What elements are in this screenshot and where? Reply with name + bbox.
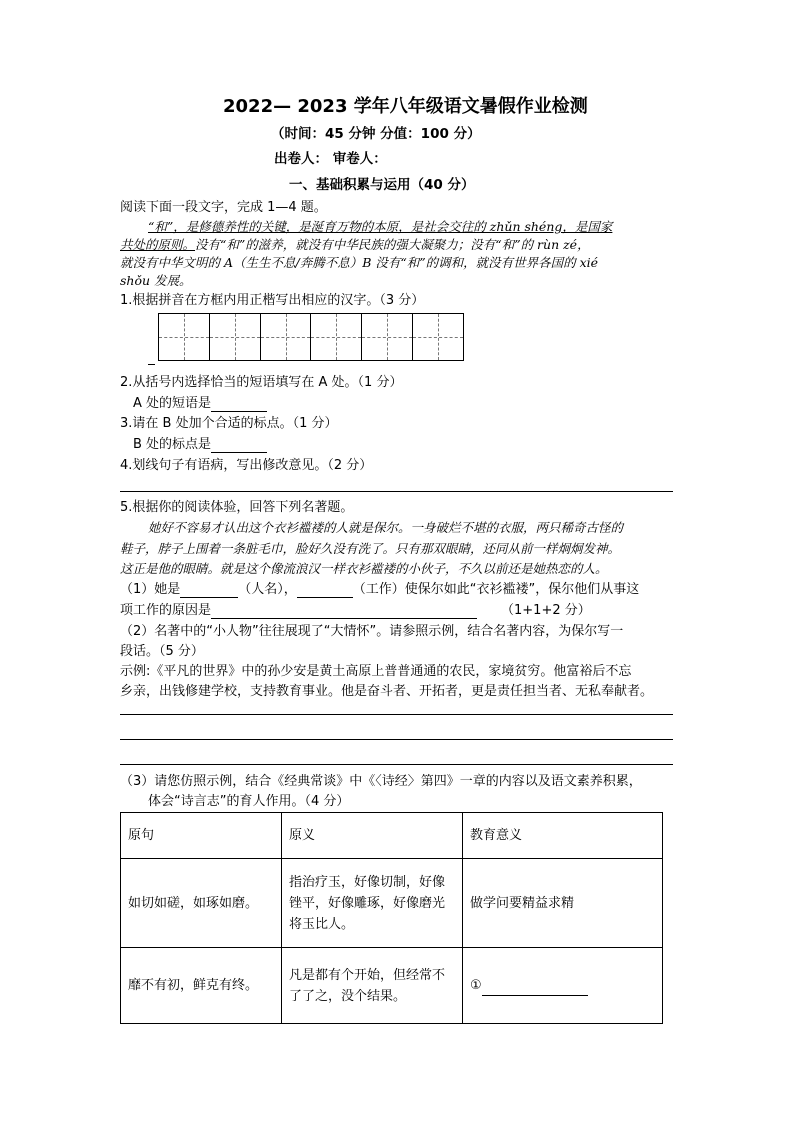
header-education: 教育意义 xyxy=(463,813,663,859)
grid-cell[interactable] xyxy=(159,314,210,360)
row1-original: 如切如磋，如琢如磨。 xyxy=(121,859,282,948)
q2-answer-blank[interactable] xyxy=(211,398,267,412)
section-heading: 一、基础积累与运用（40 分） xyxy=(289,177,475,193)
q5-2-example-2: 乡亲，出钱修建学校，支持教育事业。他是奋斗者、开拓者，更是责任担当者、无私奉献者。 xyxy=(120,684,654,699)
q5-1-part-c: （工作）使保尔如此“衣衫褴褛”，保尔他们从事这 xyxy=(352,582,640,597)
row2-education-cell xyxy=(463,948,663,1024)
q5-1-reason-blank[interactable] xyxy=(211,605,477,619)
grid-cell[interactable] xyxy=(413,314,463,360)
q5-1-part-b: （人名）， xyxy=(238,582,297,597)
authors-line: 出卷人： 审卷人： xyxy=(274,151,387,167)
q5-2-line-1: （2）名著中的“小人物”往往展现了“大情怀”。请参照示例，结合名著内容，为保尔写一 xyxy=(120,624,624,639)
poetry-table xyxy=(120,812,663,1024)
table-header-row xyxy=(121,813,663,859)
question-3: 3.请在 B 处加个合适的标点。（1 分） xyxy=(120,416,338,431)
grid-cell[interactable] xyxy=(311,314,362,360)
q4-answer-line[interactable] xyxy=(120,491,673,492)
row1-education: 做学问要精益求精 xyxy=(463,859,663,948)
q5-1-name-blank[interactable] xyxy=(180,584,238,598)
question-2: 2.从括号内选择恰当的短语填写在 A 处。（1 分） xyxy=(120,375,403,390)
table-row xyxy=(121,859,663,948)
reading-intro: 阅读下面一段文字，完成 1—4 题。 xyxy=(120,200,327,215)
header-original: 原句 xyxy=(121,813,282,859)
q5-1-part-a: （1）她是 xyxy=(120,582,181,597)
time-score-line: （时间：45 分钟 分值：100 分） xyxy=(271,126,481,142)
q5-1-score: （1+1+2 分） xyxy=(501,603,591,618)
row2-education-blank[interactable] xyxy=(482,982,588,996)
q3-answer-row xyxy=(133,436,267,453)
q5-2-answer-line-3[interactable] xyxy=(120,764,673,765)
q5-3-line-1: （3）请您仿照示例，结合《经典常谈》中《〈诗经〉第四》一章的内容以及语文素养积累， xyxy=(120,774,642,789)
question-1: 1.根据拼音在方框内用正楷写出相应的汉字。（3 分） xyxy=(120,293,425,308)
q5-3-line-2: 体会“诗言志”的育人作用。（4 分） xyxy=(148,794,350,809)
q5-2-answer-line-1[interactable] xyxy=(120,714,673,715)
passage-underlined-end: 共处的原则。 xyxy=(120,237,196,252)
passage-line-2 xyxy=(120,236,590,253)
q5-1-work-blank[interactable] xyxy=(297,584,353,598)
q5-2-example-1: 示例:《平凡的世界》中的孙少安是黄土高原上普普通通的农民，家境贫穷。他富裕后不忘 xyxy=(120,664,632,679)
question-5: 5.根据你的阅读体验，回答下列名著题。 xyxy=(120,500,354,515)
passage-line-2-rest: 没有“和”的滋养，就没有中华民族的强大凝聚力；没有“和”的 rùn zé， xyxy=(195,237,590,252)
q2-answer-label: A 处的短语是 xyxy=(133,396,212,411)
header-meaning: 原义 xyxy=(282,813,463,859)
row2-original: 靡不有初，鲜克有终。 xyxy=(121,948,282,1024)
writing-grid[interactable] xyxy=(158,313,464,361)
passage-line-1: “和”，是修德养性的关键，是涎育万物的本原，是社会交往的 zhǔn shéng，是国家 xyxy=(148,219,613,234)
q5-passage-line-2: 鞋子，脖子上围着一条脏毛巾，脸好久没有洗了。只有那双眼睛，还同从前一样炯炯发神。 xyxy=(120,541,621,556)
q5-2-answer-line-2[interactable] xyxy=(120,739,673,740)
passage-line-4: shǒu 发展。 xyxy=(120,273,192,288)
q2-answer-row xyxy=(133,395,267,412)
q5-passage-line-1: 她好不容易才认出这个衣衫褴褛的人就是保尔。一身破烂不堪的衣服，两只稀奇古怪的 xyxy=(148,520,624,535)
table-row xyxy=(121,948,663,1024)
grid-cell[interactable] xyxy=(261,314,312,360)
q5-passage-line-3: 这正是他的眼睛。就是这个像流浪汉一样衣衫褴褛的小伙子，不久以前还是她热恋的人。 xyxy=(120,561,608,576)
passage-line-3: 就没有中华文明的 A（生生不息/奔腾不息）B 没有“和”的调和，就没有世界各国的 xié xyxy=(120,255,599,270)
q3-answer-blank[interactable] xyxy=(211,439,267,453)
q5-1-line-2 xyxy=(120,602,591,619)
row2-meaning: 凡是都有个开始，但经常不了了之，没个结果。 xyxy=(282,948,463,1024)
stray-underline xyxy=(148,364,155,365)
page-title: 2022— 2023 学年八年级语文暑假作业检测 xyxy=(223,96,588,117)
row1-meaning: 指治疗玉，好像切制，好像锉平，好像雕琢，好像磨光将玉比人。 xyxy=(282,859,463,948)
grid-cell[interactable] xyxy=(210,314,261,360)
question-4: 4.划线句子有语病，写出修改意见。（2 分） xyxy=(120,458,373,473)
grid-cell[interactable] xyxy=(362,314,413,360)
q5-1-line-1 xyxy=(120,581,639,598)
q5-1-part-d: 项工作的原因是 xyxy=(120,603,212,618)
row2-education-marker: ① xyxy=(470,978,482,993)
q5-2-line-2: 段话。（5 分） xyxy=(120,644,204,659)
q3-answer-label: B 处的标点是 xyxy=(133,437,212,452)
